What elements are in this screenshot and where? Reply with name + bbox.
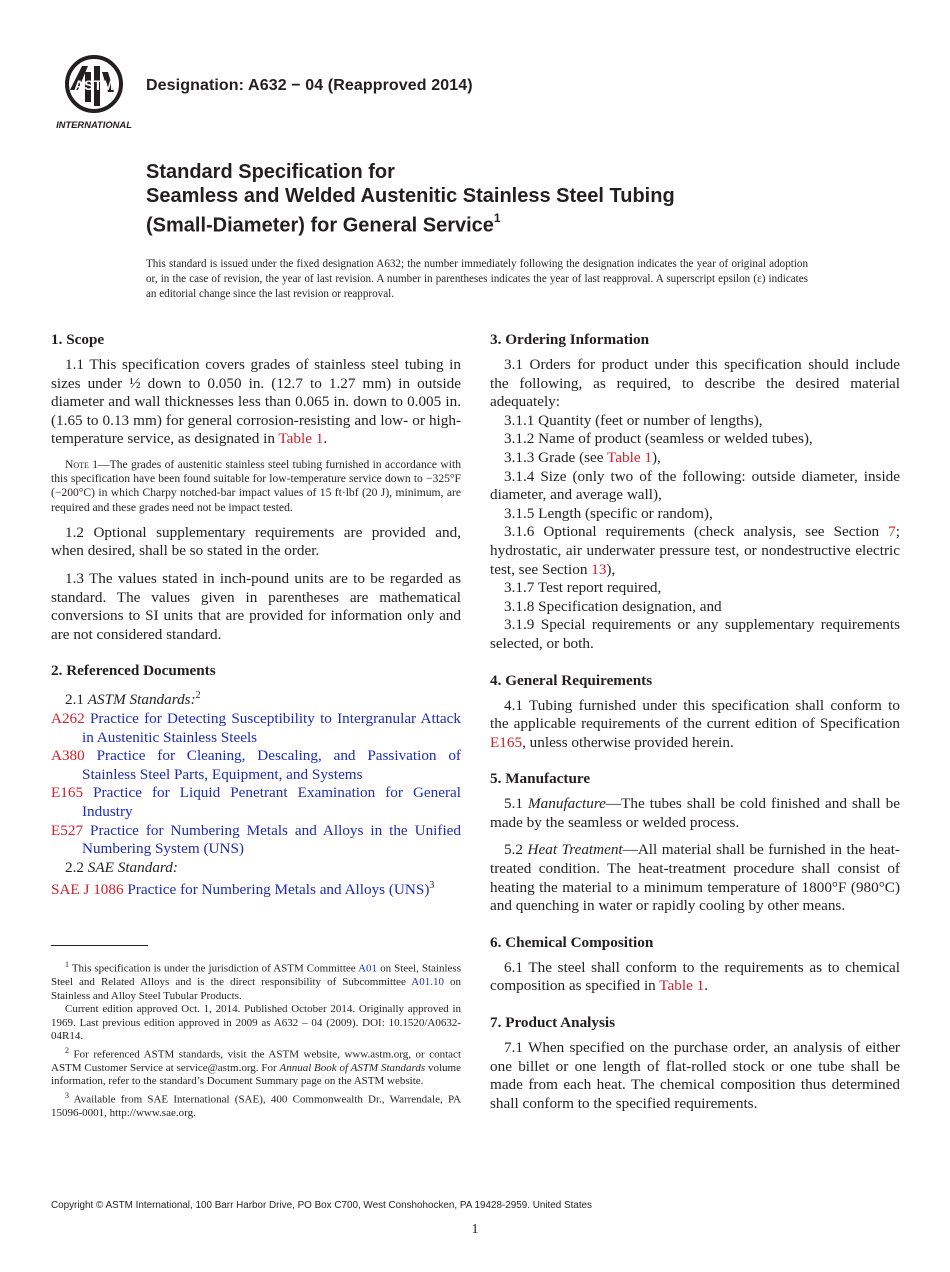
ref-code[interactable]: A380	[51, 747, 85, 765]
title-line-3	[146, 208, 906, 238]
table-1-link[interactable]: Table 1	[278, 430, 324, 448]
left-column	[51, 330, 461, 900]
table-1-link[interactable]: Table 1	[659, 977, 705, 995]
reference-sae-j1086[interactable]	[51, 877, 461, 900]
item-3-1-4: 3.1.4 Size (only two of the following: outside diameter, inside diameter, and average wall),	[490, 467, 900, 504]
footnote-divider	[51, 945, 148, 946]
footnote-1-edition: Current edition approved Oct. 1, 2014. Published October 2014. Originally approved in 1969. Last previous edition approved in 2009 as A632 – 04 (2009). DOI: 10.1520/A0632-04R14.	[51, 1003, 461, 1043]
note-label: Note	[65, 457, 89, 471]
item-3-1-5: 3.1.5 Length (specific or random),	[504, 504, 713, 522]
astm-standards-label	[51, 687, 461, 710]
title-line-1: Standard Specification for	[146, 161, 395, 183]
item-3-1-2: 3.1.2 Name of product (seamless or welded tubes),	[504, 430, 813, 448]
logo-text: ASTM	[74, 77, 114, 93]
section-heading-manufacture: 5. Manufacture	[490, 770, 591, 788]
p5-1-num: 5.1	[504, 795, 529, 813]
logo-international-text: INTERNATIONAL	[56, 119, 132, 130]
footnotes	[51, 958, 461, 1120]
ref-title[interactable]: Practice for Cleaning, Descaling, and Passivation of Stainless Steel Parts, Equipment, and Systems	[82, 747, 461, 783]
p4-text-b: , unless otherwise provided herein.	[522, 733, 734, 751]
p5-1-italic: Manufacture	[528, 795, 606, 813]
section-heading-scope: 1. Scope	[51, 331, 105, 348]
footnote-2	[51, 1044, 461, 1089]
ref-code[interactable]: E165	[51, 784, 84, 802]
p1-1-text: 1.1 This specification covers grades of stainless steel tubing in sizes under ½ down to 0.050 in. (12.7 to 1.27 mm) in outside diameter and wall thicknesses less than 0.065 in. down to 0.005 in. (1.65 to 0.13 mm) for general corrosion-resisting and low- or high-temperature service, as designated in	[51, 356, 461, 448]
astm-label-sup: 2	[195, 690, 201, 702]
fn1-text-c: on Stainless and Alloy Steel Tubular Products.	[51, 976, 462, 1002]
designation: Designation: A632 − 04 (Reapproved 2014)	[146, 77, 473, 94]
note-1	[51, 458, 461, 515]
paragraph-6-1	[490, 959, 900, 996]
section-heading-referenced-documents: 2. Referenced Documents	[51, 662, 216, 680]
reference-a262[interactable]	[51, 710, 461, 747]
sae-label-num: 2.2	[65, 858, 88, 876]
title-footnote-mark: 1	[493, 211, 501, 225]
reference-e165[interactable]	[51, 784, 461, 821]
fn3-text: Available from SAE International (SAE), 400 Commonwealth Dr., Warrendale, PA 15096-0001, http://www.sae.org.	[51, 1093, 461, 1119]
section-13-link[interactable]: 13	[591, 560, 607, 578]
astm-label-italic: ASTM Standards:	[87, 691, 196, 709]
ref-code[interactable]: E527	[51, 821, 84, 839]
p5-2-text: —All material shall be furnished in the heat-treated condition. The heat-treatment procedure shall consist of heating the material to a minimum temperature of 1800°F (980°C) and quenching in water or rapidly cooling by other means.	[490, 841, 900, 915]
sae-standard-label	[51, 859, 461, 878]
fn2-text-a: For referenced ASTM standards, visit the ASTM website, www.astm.org, or contact ASTM Customer Service at service@astm.org. For	[51, 1048, 461, 1074]
sae-sup: 3	[429, 880, 435, 892]
right-column	[490, 330, 900, 1113]
item-3-1-1: 3.1.1 Quantity (feet or number of lengths),	[504, 411, 763, 429]
section-heading-general-requirements: 4. General Requirements	[490, 671, 653, 689]
paragraph-1-2: 1.2 Optional supplementary requirements are provided and, when desired, shall be so stated in the order.	[51, 523, 461, 560]
page-number: 1	[471, 1222, 479, 1237]
paragraph-4-1	[490, 697, 900, 753]
i6-text-a: 3.1.6 Optional requirements (check analysis, see Section	[504, 523, 889, 541]
copyright-notice: Copyright © ASTM International, 100 Barr Harbor Drive, PO Box C700, West Conshohocken, PA 19428-2959. United States	[51, 1200, 592, 1211]
paragraph-5-2	[490, 841, 900, 915]
fn1-text-b: on Steel, Stainless Steel and Related Alloys and is the direct responsibility of Subcommittee	[51, 962, 461, 989]
section-heading-ordering: 3. Ordering Information	[490, 331, 650, 348]
section-heading-chemical-composition: 6. Chemical Composition	[490, 933, 654, 951]
fn2-text-b: volume information, refer to the standard’s Document Summary page on the ASTM website.	[51, 1061, 461, 1088]
standard-notice: This standard is issued under the fixed designation A632; the number immediately following the designation indicates the year of original adoption or, in the case of revision, the year of last revision. A number in parentheses indicates the year of last reapproval. A superscript epsilon (ε) indicates an editorial change since the last revision or reapproval.	[146, 258, 808, 300]
ref-code[interactable]: SAE J 1086	[51, 881, 124, 899]
note-text: 1—The grades of austenitic stainless steel tubing furnished in accordance with this specification have been found suitable for low-temperature service down to −325°F (−200°C) in which Charpy notched-bar impact values of 15 ft·lbf (20 J), minimum, are required and these grades need not be impact tested.	[51, 457, 461, 514]
ref-title[interactable]: Practice for Numbering Metals and Alloys in the Unified Numbering System (UNS)	[82, 821, 461, 858]
ref-title[interactable]: Practice for Detecting Susceptibility to Intergranular Attack in Austenitic Stainless Steels	[82, 710, 461, 746]
paragraph-7-1: 7.1 When specified on the purchase order, an analysis of either one billet or one length of flat-rolled stock or one tube shall be made from each heat. The chemical composition thus determined shall conform to the specified requirements.	[490, 1039, 900, 1112]
reference-e527[interactable]	[51, 822, 461, 859]
paragraph-5-1	[490, 795, 900, 832]
p1-1-end: .	[323, 430, 328, 448]
item-3-1-6	[490, 523, 900, 579]
fn1-text-a: This specification is under the jurisdiction of ASTM Committee	[69, 962, 359, 975]
sae-label-italic: SAE Standard:	[87, 858, 178, 876]
p5-2-num: 5.2	[504, 841, 528, 859]
footnote-3	[51, 1089, 461, 1121]
ref-title[interactable]: Practice for Liquid Penetrant Examination for General Industry	[82, 784, 461, 820]
reference-a380[interactable]	[51, 747, 461, 784]
fn3-mark: 3	[65, 1090, 69, 1100]
paragraph-1-1	[51, 356, 461, 449]
section-7-link[interactable]: 7	[888, 523, 896, 541]
section-heading-product-analysis: 7. Product Analysis	[490, 1014, 616, 1032]
fn1-mark: 1	[65, 960, 69, 969]
document-title	[146, 160, 906, 238]
p5-1-text: —The tubes shall be cold finished and shall be made by the seamless or welded process.	[490, 795, 901, 831]
item-3-1-3	[490, 449, 900, 468]
item-3-1-7: 3.1.7 Test report required,	[504, 579, 662, 597]
fn2-mark: 2	[65, 1045, 69, 1055]
table-1-link[interactable]: Table 1	[607, 448, 652, 466]
ref-code[interactable]: A262	[51, 710, 85, 727]
a01-link[interactable]: A01	[358, 962, 378, 975]
p6-text-a: 6.1 The steel shall conform to the requirements as to chemical composition as specified in	[490, 958, 900, 995]
fn2-italic: Annual Book of ASTM Standards	[279, 1061, 426, 1074]
e165-link[interactable]: E165	[490, 733, 523, 751]
astm-logo	[52, 52, 136, 134]
footnote-1	[51, 958, 461, 1003]
i6-text-b: ; hydrostatic, air underwater pressure test, or nondestructive electric test, see Section	[490, 523, 900, 578]
ref-title[interactable]: Practice for Numbering Metals and Alloys (UNS)	[123, 881, 430, 899]
i3-text-b: ),	[651, 448, 661, 466]
paragraph-1-3: 1.3 The values stated in inch-pound units are to be regarded as standard. The values given in parentheses are mathematical conversions to SI units that are provided for information only and are not considered standard.	[51, 569, 461, 643]
p6-text-b: .	[704, 977, 708, 995]
a01-10-link[interactable]: A01.10	[411, 976, 444, 989]
item-3-1-8: 3.1.8 Specification designation, and	[504, 597, 722, 615]
i6-text-c: ),	[606, 560, 616, 578]
astm-label-num: 2.1	[65, 691, 88, 709]
title-line-2: Seamless and Welded Austenitic Stainless Steel Tubing	[146, 185, 675, 207]
item-3-1-9: 3.1.9 Special requirements or any supplementary requirements selected, or both.	[490, 616, 900, 652]
p5-2-italic: Heat Treatment	[527, 841, 623, 859]
p4-text-a: 4.1 Tubing furnished under this specification shall conform to the applicable requirements of the current edition of Specification	[490, 696, 900, 733]
i3-text-a: 3.1.3 Grade (see	[504, 448, 608, 466]
title-line-3-text: (Small-Diameter) for General Service	[146, 214, 494, 237]
paragraph-3-1: 3.1 Orders for product under this specification should include the following, as required, to describe the desired material adequately:	[490, 356, 900, 411]
